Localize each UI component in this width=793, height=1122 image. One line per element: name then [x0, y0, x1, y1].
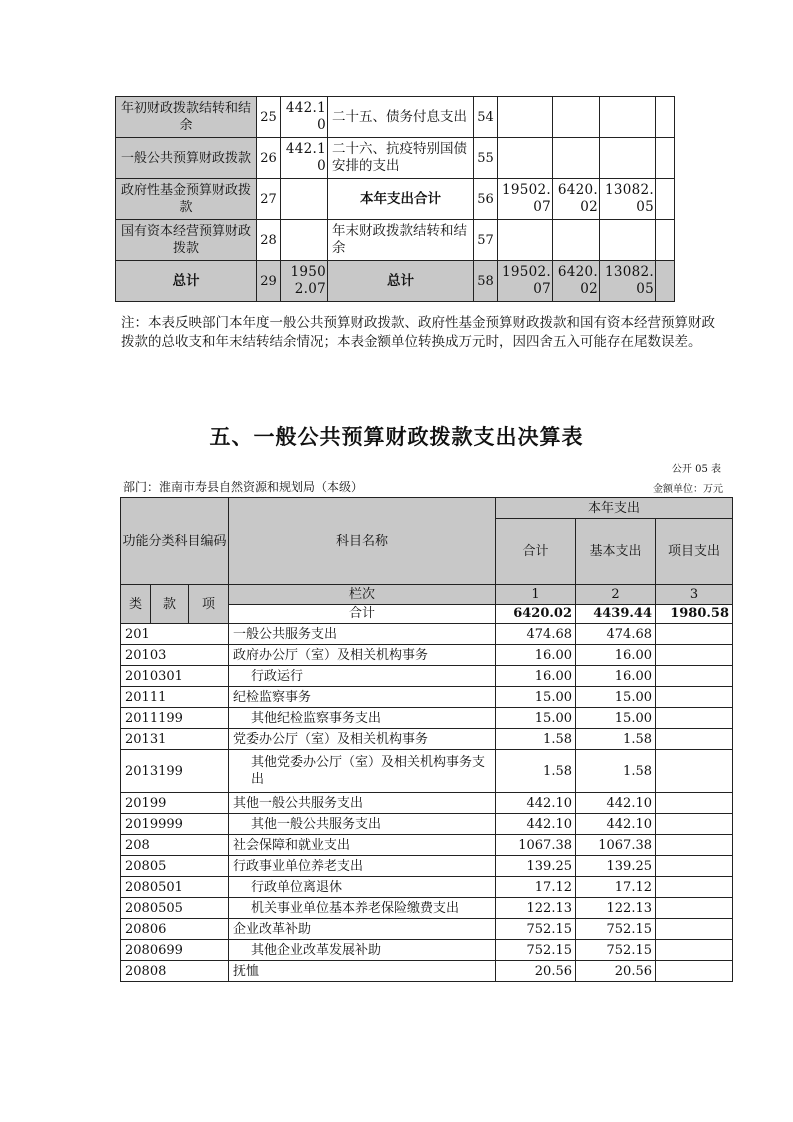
total-row-sum: 6420.02: [496, 604, 576, 624]
department-label: 部门：淮南市寿县自然资源和规划局（本级）: [123, 480, 364, 494]
summary-value-1: [498, 97, 553, 138]
row-code: 2010301: [121, 666, 229, 687]
row-total: 1.58: [496, 729, 576, 750]
row-total: 442.10: [496, 814, 576, 835]
row-project: [656, 624, 733, 645]
table-row: [121, 645, 733, 666]
form-number: 公开 05 表: [671, 464, 721, 475]
row-basic: 1.58: [576, 750, 656, 793]
total-row-project: 1980.58: [656, 604, 733, 624]
table-row: [121, 940, 733, 961]
row-project: [656, 708, 733, 729]
row-code: 2080699: [121, 940, 229, 961]
table-row: [121, 919, 733, 940]
header-current-year-expenditure: 本年支出: [496, 498, 733, 519]
summary-right-label: 二十六、抗疫特别国债安排的支出: [328, 138, 474, 179]
summary-right-number: 56: [474, 179, 498, 220]
total-row-label: 合计: [229, 604, 496, 624]
table-row: [121, 729, 733, 750]
total-row-basic: 4439.44: [576, 604, 656, 624]
row-total: 752.15: [496, 940, 576, 961]
row-total: 16.00: [496, 666, 576, 687]
row-code: 2080505: [121, 898, 229, 919]
header-total: 合计: [496, 519, 576, 585]
row-basic: 16.00: [576, 666, 656, 687]
table-row: [121, 835, 733, 856]
row-total: 1.58: [496, 750, 576, 793]
table-row: [121, 750, 733, 793]
summary-blank-cell: [656, 261, 675, 302]
row-item-name: 其他纪检监察事务支出: [229, 708, 496, 729]
row-item-name: 其他党委办公厅（室）及相关机构事务支出: [229, 750, 496, 793]
summary-blank-cell: [656, 220, 675, 261]
header-col-2: 2: [576, 585, 656, 605]
summary-left-label: 政府性基金预算财政拨款: [116, 179, 257, 220]
summary-right-label: 本年支出合计: [328, 179, 474, 220]
row-item-name: 行政事业单位养老支出: [229, 856, 496, 877]
table-row: [121, 961, 733, 982]
row-code: 20808: [121, 961, 229, 982]
header-item-name: 科目名称: [229, 498, 496, 585]
row-project: [656, 793, 733, 814]
row-basic: 122.13: [576, 898, 656, 919]
row-basic: 16.00: [576, 645, 656, 666]
summary-value-2: [553, 138, 600, 179]
table-row: [121, 898, 733, 919]
row-basic: 15.00: [576, 687, 656, 708]
header-function-code: 功能分类科目编码: [121, 498, 229, 585]
row-total: 15.00: [496, 687, 576, 708]
summary-right-number: 54: [474, 97, 498, 138]
summary-right-number: 57: [474, 220, 498, 261]
row-basic: 442.10: [576, 793, 656, 814]
summary-value-2: [553, 97, 600, 138]
amount-unit-label: 金额单位：万元: [653, 484, 723, 495]
row-basic: 17.12: [576, 877, 656, 898]
row-basic: 474.68: [576, 624, 656, 645]
row-project: [656, 750, 733, 793]
summary-left-value: 19502.07: [281, 261, 328, 302]
summary-value-3: 13082.05: [600, 261, 656, 302]
row-item-name: 其他一般公共服务支出: [229, 793, 496, 814]
row-item-name: 机关事业单位基本养老保险缴费支出: [229, 898, 496, 919]
row-item-name: 纪检监察事务: [229, 687, 496, 708]
row-total: 20.56: [496, 961, 576, 982]
summary-right-label: 二十五、债务付息支出: [328, 97, 474, 138]
general-budget-expenditure-table: [120, 497, 733, 982]
row-code: 20199: [121, 793, 229, 814]
summary-blank-cell: [656, 179, 675, 220]
summary-row: [116, 220, 675, 261]
row-basic: 1.58: [576, 729, 656, 750]
row-total: 17.12: [496, 877, 576, 898]
row-total: 139.25: [496, 856, 576, 877]
row-project: [656, 898, 733, 919]
header-col-3: 3: [656, 585, 733, 605]
row-total: 122.13: [496, 898, 576, 919]
row-code: 2019999: [121, 814, 229, 835]
row-project: [656, 877, 733, 898]
row-code: 20806: [121, 919, 229, 940]
summary-left-label: 一般公共预算财政拨款: [116, 138, 257, 179]
table-row: [121, 708, 733, 729]
header-lei: 类: [121, 585, 151, 624]
table-row: [121, 814, 733, 835]
row-code: 2011199: [121, 708, 229, 729]
summary-value-1: [498, 138, 553, 179]
summary-left-number: 28: [257, 220, 281, 261]
table-note: 注：本表反映部门本年度一般公共预算财政拨款、政府性基金预算财政拨款和国有资本经营预算财政拨款的总收支和年末结转结余情况；本表金额单位转换成万元时，因四舍五入可能存在尾数误差。: [121, 315, 715, 350]
row-basic: 20.56: [576, 961, 656, 982]
row-total: 752.15: [496, 919, 576, 940]
row-total: 442.10: [496, 793, 576, 814]
summary-value-3: [600, 97, 656, 138]
summary-blank-cell: [656, 138, 675, 179]
summary-value-2: [553, 220, 600, 261]
row-project: [656, 666, 733, 687]
row-total: 15.00: [496, 708, 576, 729]
row-code: 2013199: [121, 750, 229, 793]
summary-row: [116, 261, 675, 302]
row-basic: 1067.38: [576, 835, 656, 856]
row-item-name: 一般公共服务支出: [229, 624, 496, 645]
summary-left-number: 29: [257, 261, 281, 302]
row-project: [656, 919, 733, 940]
row-basic: 442.10: [576, 814, 656, 835]
row-code: 20805: [121, 856, 229, 877]
row-project: [656, 729, 733, 750]
summary-value-1: 19502.07: [498, 179, 553, 220]
table-row: [121, 856, 733, 877]
summary-left-number: 27: [257, 179, 281, 220]
table-row: [121, 687, 733, 708]
header-kuan: 款: [151, 585, 189, 624]
table-row: [121, 666, 733, 687]
row-item-name: 政府办公厅（室）及相关机构事务: [229, 645, 496, 666]
row-basic: 15.00: [576, 708, 656, 729]
summary-right-number: 58: [474, 261, 498, 302]
row-total: 16.00: [496, 645, 576, 666]
row-project: [656, 856, 733, 877]
summary-left-label: 年初财政拨款结转和结余: [116, 97, 257, 138]
row-item-name: 其他一般公共服务支出: [229, 814, 496, 835]
row-code: 2080501: [121, 877, 229, 898]
income-expense-summary-table: [115, 96, 675, 302]
summary-left-value: [281, 179, 328, 220]
row-code: 208: [121, 835, 229, 856]
summary-left-value: 442.10: [281, 138, 328, 179]
summary-left-label: 国有资本经营预算财政拨款: [116, 220, 257, 261]
row-code: 20131: [121, 729, 229, 750]
summary-value-2: 6420.02: [553, 179, 600, 220]
header-xiang: 项: [189, 585, 229, 624]
header-basic-expenditure: 基本支出: [576, 519, 656, 585]
summary-left-value: 442.10: [281, 97, 328, 138]
row-code: 20111: [121, 687, 229, 708]
summary-row: [116, 97, 675, 138]
table-row: [121, 877, 733, 898]
row-item-name: 党委办公厅（室）及相关机构事务: [229, 729, 496, 750]
summary-value-2: 6420.02: [553, 261, 600, 302]
row-item-name: 企业改革补助: [229, 919, 496, 940]
summary-row: [116, 179, 675, 220]
summary-left-value: [281, 220, 328, 261]
row-basic: 752.15: [576, 919, 656, 940]
page-title: 五、一般公共预算财政拨款支出决算表: [209, 424, 584, 449]
row-total: 474.68: [496, 624, 576, 645]
row-item-name: 抚恤: [229, 961, 496, 982]
row-item-name: 其他企业改革发展补助: [229, 940, 496, 961]
header-project-expenditure: 项目支出: [656, 519, 733, 585]
summary-left-number: 26: [257, 138, 281, 179]
row-total: 1067.38: [496, 835, 576, 856]
row-item-name: 行政单位离退休: [229, 877, 496, 898]
header-col-1: 1: [496, 585, 576, 605]
row-basic: 139.25: [576, 856, 656, 877]
summary-left-number: 25: [257, 97, 281, 138]
row-project: [656, 814, 733, 835]
summary-row: [116, 138, 675, 179]
summary-left-label: 总计: [116, 261, 257, 302]
summary-right-label: 年末财政拨款结转和结余: [328, 220, 474, 261]
row-project: [656, 835, 733, 856]
row-item-name: 行政运行: [229, 666, 496, 687]
row-project: [656, 940, 733, 961]
row-item-name: 社会保障和就业支出: [229, 835, 496, 856]
row-project: [656, 645, 733, 666]
summary-value-3: 13082.05: [600, 179, 656, 220]
summary-blank-cell: [656, 97, 675, 138]
summary-right-number: 55: [474, 138, 498, 179]
row-basic: 752.15: [576, 940, 656, 961]
row-code: 20103: [121, 645, 229, 666]
row-project: [656, 961, 733, 982]
row-project: [656, 687, 733, 708]
summary-value-1: 19502.07: [498, 261, 553, 302]
summary-value-1: [498, 220, 553, 261]
summary-value-3: [600, 138, 656, 179]
row-code: 201: [121, 624, 229, 645]
summary-right-label: 总计: [328, 261, 474, 302]
summary-value-3: [600, 220, 656, 261]
table-row: [121, 624, 733, 645]
header-lanci: 栏次: [229, 585, 496, 605]
table-row: [121, 793, 733, 814]
